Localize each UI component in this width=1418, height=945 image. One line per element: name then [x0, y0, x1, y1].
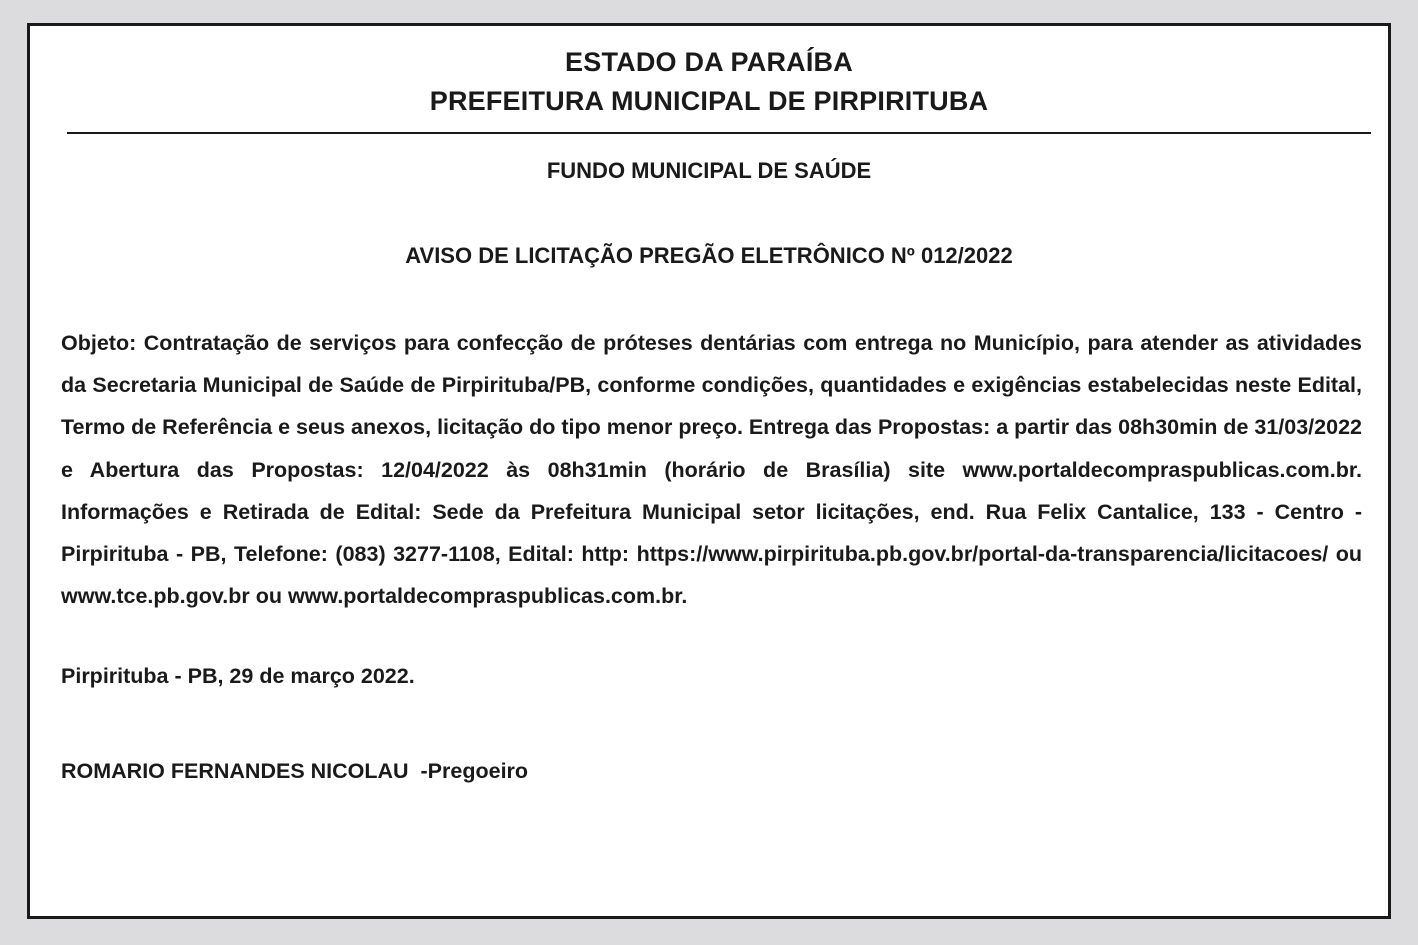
- signature: ROMARIO FERNANDES NICOLAU -Pregoeiro: [61, 759, 529, 783]
- notice-title: AVISO DE LICITAÇÃO PREGÃO ELETRÔNICO Nº 012/2022: [405, 243, 1013, 268]
- notice-body: [61, 322, 1362, 617]
- city-hall-name: PREFEITURA MUNICIPAL DE PIRPIRITUBA: [429, 86, 989, 116]
- fund-title: FUNDO MUNICIPAL DE SAÚDE: [546, 158, 872, 183]
- notice-body-paragraph: Objeto: Contratação de serviços para confecção de próteses dentárias com entrega no Município, para atender as atividades da Secretaria Municipal de Saúde de Pirpirituba/PB, conforme condições, quantidades e exigências estabelecidas neste Edital, Termo de Referência e seus anexos, licitação do tipo menor preço. Entrega das Propostas: a partir das 08h30min de 31/03/2022 e Abertura das Propostas: 12/04/2022 às 08h31min (horário de Brasília) site www.portaldecompraspublicas.com.br. Informações e Retirada de Edital: Sede da Prefeitura Municipal setor licitações, end. Rua Felix Cantalice, 133 - Centro - Pirpirituba - PB, Telefone: (083) 3277-1108, Edital: http: https://www.pirpirituba.pb.gov.br/portal-da-transparencia/licitacoes/ ou www.tce.pb.gov.br ou www.portaldecompraspublicas.com.br.: [61, 331, 1362, 609]
- place-date: Pirpirituba - PB, 29 de março 2022.: [61, 664, 415, 688]
- state-name: ESTADO DA PARAÍBA: [565, 47, 853, 77]
- notice-box: [27, 23, 1391, 919]
- header-divider: [67, 132, 1371, 134]
- header: [30, 43, 1388, 121]
